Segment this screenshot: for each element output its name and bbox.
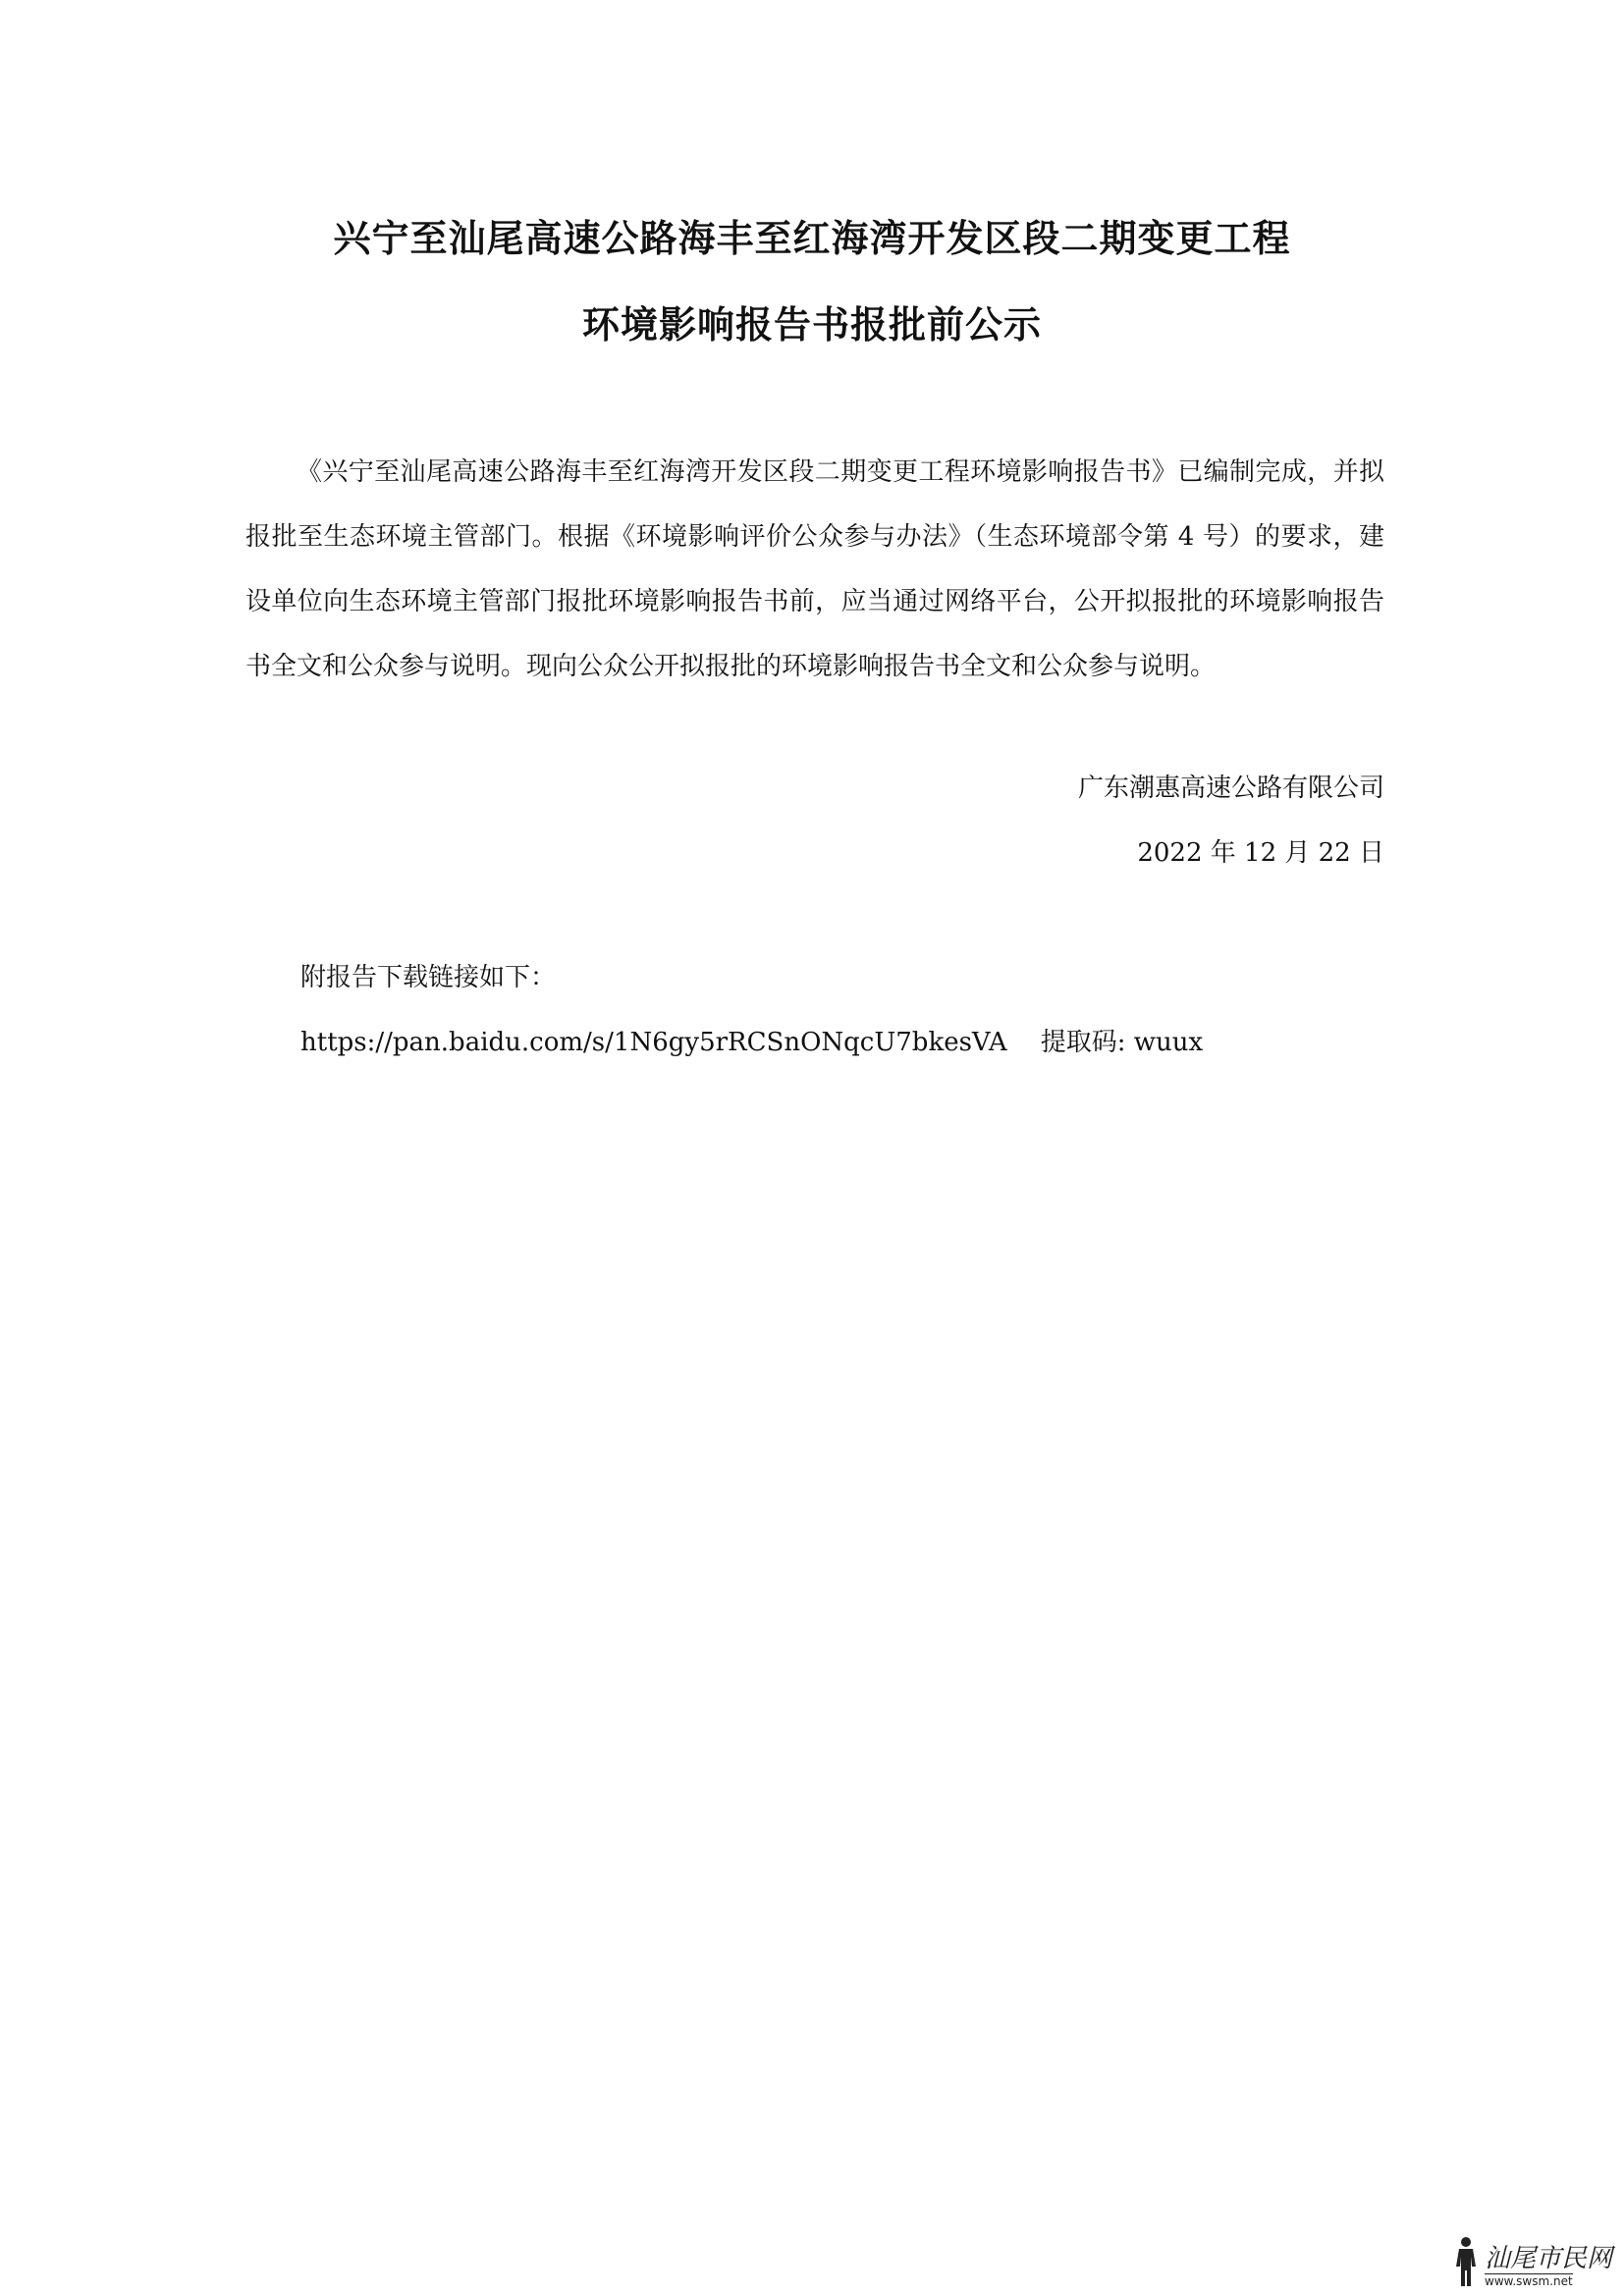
watermark-site: www.swsm.net (1485, 2274, 1573, 2288)
signature-date: 2022 年 12 月 22 日 (1137, 838, 1384, 868)
attachment-label: 附报告下载链接如下： (300, 963, 557, 992)
site-watermark (1449, 2235, 1616, 2288)
watermark-name: 汕尾市民网 (1485, 2244, 1613, 2273)
body-paragraph: 《兴宁至汕尾高速公路海丰至红海湾开发区段二期变更工程环境影响报告书》已编制完成，并拟报批至生态环境主管部门。根据《环境影响评价公众参与办法》（生态环境部令第 4 号）的要求，建设单位向生态环境主管部门报批环境影响报告书前，应当通过网络平台，公开拟报批的环境影响报告书全文和公众参与说明。现向公众公开拟报批的环境影响报告书全文和公众参与说明。 (245, 457, 1384, 681)
signature-company: 广东潮惠高速公路有限公司 (1077, 774, 1384, 803)
download-link[interactable]: https://pan.baidu.com/s/1N6gy5rRCSnONqcU7bkesVA (300, 1028, 1007, 1057)
person-silhouette-icon (1449, 2235, 1483, 2288)
document-title-line-1: 兴宁至汕尾高速公路海丰至红海湾开发区段二期变更工程 (333, 217, 1291, 260)
document-body (245, 440, 1384, 699)
watermark-text (1485, 2244, 1612, 2288)
document-title-line-2: 环境影响报告书报批前公示 (581, 303, 1042, 347)
attachment-link-line (300, 1023, 1203, 1062)
extraction-code: 提取码: wuux (1040, 1028, 1204, 1057)
